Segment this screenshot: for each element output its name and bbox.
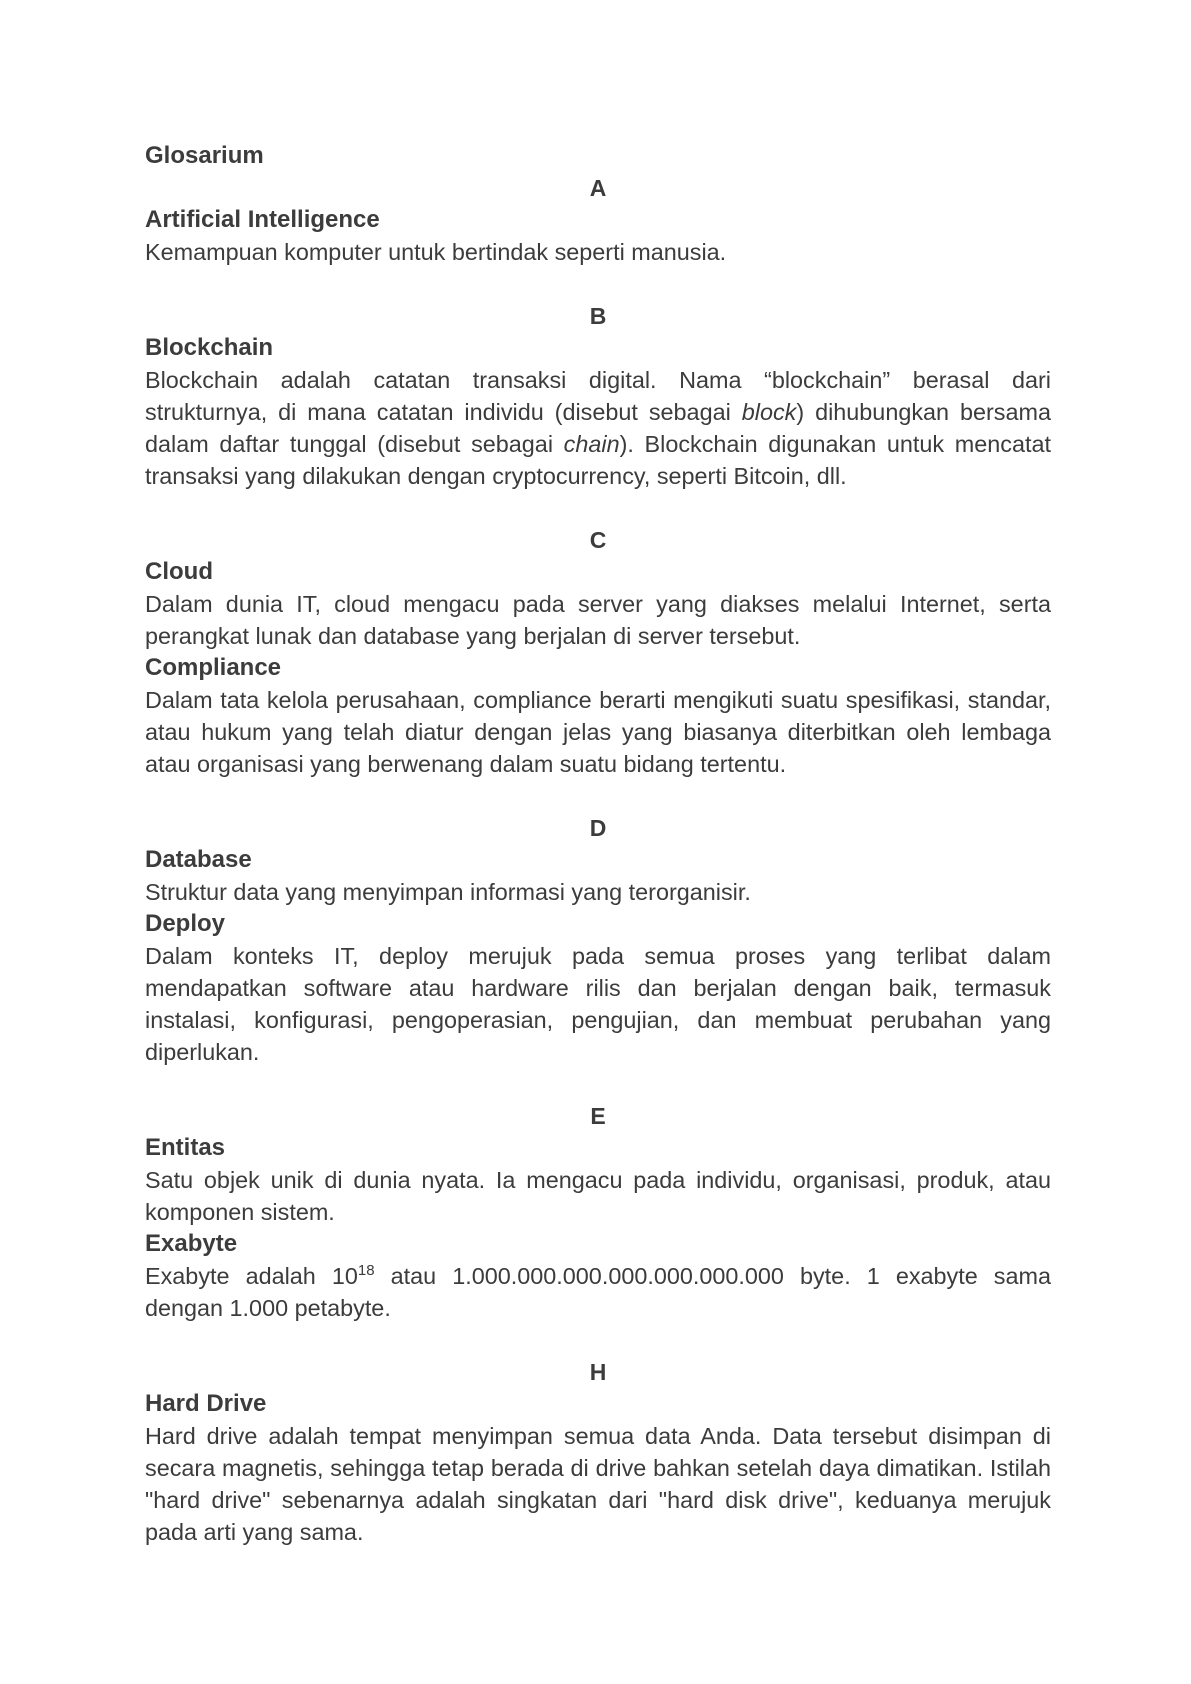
definition-blockchain-part3: ). Blockchain digunakan untuk mencatat transaksi yang dilakukan dengan cryptocurrency, seperti Bitcoin, dll.: [145, 431, 1051, 489]
term-deploy: Deploy: [145, 910, 226, 937]
term-entitas: Entitas: [145, 1134, 226, 1161]
term-cloud: Cloud: [145, 558, 213, 585]
term-exabyte: Exabyte: [145, 1230, 238, 1257]
section-letter-a: A: [589, 175, 607, 201]
definition-blockchain-part1: Blockchain adalah catatan transaksi digital. Nama “blockchain” berasal dari strukturnya, di mana catatan individu (disebut sebagai: [145, 367, 1051, 425]
term-database: Database: [145, 846, 252, 873]
section-spacer: [145, 780, 1051, 812]
term-blockchain: Blockchain: [145, 334, 274, 361]
section-spacer: [145, 1324, 1051, 1356]
definition-hard-drive: Hard drive adalah tempat menyimpan semua data Anda. Data tersebut disimpan di secara magnetis, sehingga tetap berada di drive bahkan setelah daya dimatikan. Istilah "hard drive" sebenarnya adalah singkatan dari "hard disk drive", keduanya merujuk pada arti yang sama.: [145, 1423, 1051, 1545]
definition-blockchain-block: block: [741, 399, 797, 425]
glossary-page: [145, 140, 1051, 1548]
definition-cloud: Dalam dunia IT, cloud mengacu pada server yang diakses melalui Internet, serta perangkat lunak dan database yang berjalan di server tersebut.: [145, 591, 1051, 649]
term-hard-drive: Hard Drive: [145, 1390, 267, 1417]
definition-deploy: Dalam konteks IT, deploy merujuk pada semua proses yang terlibat dalam mendapatkan software atau hardware rilis dan berjalan dengan baik, termasuk instalasi, konfigurasi, pengoperasian, pengujian, dan membuat perubahan yang diperlukan.: [145, 943, 1051, 1065]
section-letter-d: D: [589, 815, 607, 841]
definition-exabyte-exponent: 18: [357, 1262, 375, 1279]
definition-compliance: Dalam tata kelola perusahaan, compliance berarti mengikuti suatu spesifikasi, standar, atau hukum yang telah diatur dengan jelas yang biasanya diterbitkan oleh lembaga atau organisasi yang berwenang dalam suatu bidang tertentu.: [145, 687, 1051, 777]
term-compliance: Compliance: [145, 654, 282, 681]
definition-entitas: Satu objek unik di dunia nyata. Ia mengacu pada individu, organisasi, produk, atau komponen sistem.: [145, 1167, 1051, 1225]
section-letter-b: B: [589, 303, 607, 329]
section-spacer: [145, 492, 1051, 524]
definition-blockchain-chain: chain: [563, 431, 620, 457]
definition-exabyte: [145, 1260, 1051, 1324]
page-title: Glosarium: [145, 142, 264, 169]
section-letter-e: E: [590, 1103, 606, 1129]
section-letter-c: C: [589, 527, 607, 553]
definition-artificial-intelligence: Kemampuan komputer untuk bertindak seperti manusia.: [145, 239, 727, 265]
term-artificial-intelligence: Artificial Intelligence: [145, 206, 380, 233]
section-letter-h: H: [589, 1359, 607, 1385]
definition-exabyte-part2: atau 1.000.000.000.000.000.000.000 byte. 1 exabyte sama dengan 1.000 petabyte.: [145, 1263, 1051, 1321]
section-spacer: [145, 268, 1051, 300]
definition-blockchain: [145, 364, 1051, 492]
definition-blockchain-part2: ) dihubungkan bersama dalam daftar tunggal (disebut sebagai: [145, 399, 1051, 457]
definition-database: Struktur data yang menyimpan informasi yang terorganisir.: [145, 879, 751, 905]
definition-exabyte-part1: Exabyte adalah 10: [145, 1263, 358, 1289]
section-spacer: [145, 1068, 1051, 1100]
